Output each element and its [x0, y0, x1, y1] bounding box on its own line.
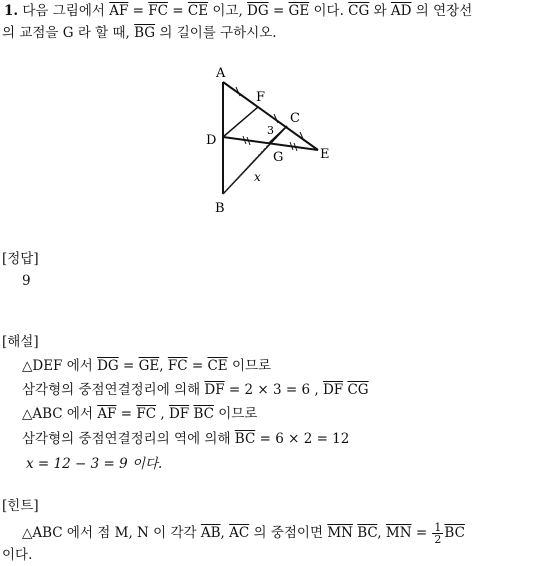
- hint-heading: [힌트]: [2, 498, 39, 514]
- segment-ge: $\overline{GE}$: [288, 3, 310, 19]
- point-label-b: B: [215, 201, 225, 216]
- segment-fc: $\overline{FC}$: [167, 358, 188, 374]
- segment-cg: $\overline{CG}$: [347, 382, 369, 398]
- fraction-denominator: 2: [434, 533, 442, 546]
- segment-line-df: [223, 107, 258, 137]
- solution-text: △ABC 에서: [22, 406, 94, 422]
- solution-heading: [해설]: [2, 334, 39, 350]
- equals: =: [172, 3, 184, 19]
- comma: ,: [159, 358, 164, 374]
- solution-line-2: [22, 381, 369, 399]
- problem-line-1: [4, 2, 472, 20]
- fraction-numerator: 1: [434, 521, 442, 534]
- length-label: 3: [267, 124, 274, 137]
- problem-text: 다음 그림에서: [22, 3, 105, 19]
- segment-df: $\overline{DF}$: [168, 406, 190, 422]
- geometry-figure: [195, 60, 345, 220]
- solution-line-3: [22, 405, 257, 423]
- problem-text: 와: [373, 3, 387, 19]
- comma: ,: [220, 525, 225, 541]
- segment-cg: $\overline{CG}$: [348, 3, 370, 19]
- hint-text: 의 중점이면: [253, 525, 324, 541]
- segment-bc: $\overline{BC}$: [193, 406, 214, 422]
- solution-line-4: [22, 430, 349, 448]
- point-label-e: E: [320, 147, 330, 162]
- expression: = 2 × 3 = 6 ,: [228, 382, 319, 398]
- problem-text: 의 길이를 구하시오.: [159, 25, 277, 41]
- solution-text: 이므로: [218, 406, 258, 422]
- segment-mn: $\overline{MN}$: [385, 525, 412, 541]
- segment-ab: $\overline{AB}$: [200, 525, 221, 541]
- equals: =: [415, 525, 428, 541]
- point-label-d: D: [206, 133, 217, 148]
- equals: =: [191, 358, 204, 374]
- segment-ge: $\overline{GE}$: [138, 358, 160, 374]
- solution-line-1: [22, 357, 271, 375]
- point-label-a: A: [216, 66, 226, 81]
- segment-fc: $\overline{FC}$: [136, 406, 157, 422]
- answer-heading: [정답]: [2, 251, 39, 267]
- fraction-one-half: [432, 522, 443, 545]
- segment-bc: $\overline{BC}$: [357, 525, 378, 541]
- segment-ac: $\overline{AC}$: [229, 525, 250, 541]
- segment-bc: $\overline{BC}$: [444, 525, 465, 541]
- answer-value: 9: [22, 273, 31, 289]
- equals: =: [272, 3, 285, 19]
- segment-df: $\overline{DF}$: [204, 382, 225, 398]
- point-label-c: C: [290, 111, 300, 126]
- unknown-label: x: [254, 170, 261, 184]
- problem-text: 이다.: [313, 3, 344, 19]
- problem-text: 의 연장선: [415, 3, 473, 19]
- segment-dg: $\overline{DG}$: [97, 358, 119, 374]
- segment-dg: $\overline{DG}$: [247, 3, 269, 19]
- segment-fc: $\overline{FC}$: [148, 3, 168, 19]
- comma: ,: [377, 525, 382, 541]
- segment-bg: $\overline{BG}$: [134, 25, 156, 41]
- problem-line-2: [2, 24, 277, 42]
- point-label-f: F: [256, 90, 266, 105]
- segment-ce: $\overline{CE}$: [207, 358, 228, 374]
- segment-af: $\overline{AF}$: [97, 406, 117, 422]
- solution-text: 삼각형의 중점연결정리의 역에 의해: [22, 431, 231, 447]
- segment-ad: $\overline{AD}$: [390, 3, 412, 19]
- problem-text: 이고,: [212, 3, 243, 19]
- solution-text: △DEF 에서: [22, 358, 93, 374]
- segment-mn: $\overline{MN}$: [327, 525, 353, 541]
- equals: =: [123, 358, 135, 374]
- solution-text: 삼각형의 중점연결정리에 의해: [22, 382, 201, 398]
- expression: = 6 × 2 = 12: [259, 431, 350, 447]
- comma: ,: [160, 406, 165, 422]
- equals: =: [132, 3, 144, 19]
- segment-line-bg: [223, 145, 268, 194]
- hint-line-1: [22, 521, 465, 545]
- segment-df: $\overline{DF}$: [322, 382, 344, 398]
- equals: =: [120, 406, 133, 422]
- segment-af: $\overline{AF}$: [109, 3, 129, 19]
- solution-line-5: x = 12 − 3 = 9 이다.: [26, 456, 163, 472]
- solution-text: 이므로: [231, 358, 272, 374]
- point-label-g: G: [273, 150, 284, 165]
- problem-text: 의 교점을 G 라 할 때,: [2, 25, 130, 41]
- hint-text: △ABC 에서 점 M, N 이 각각: [22, 525, 197, 541]
- hint-line-2: 이다.: [2, 547, 33, 563]
- problem-number: 1.: [4, 3, 19, 19]
- segment-ce: $\overline{CE}$: [187, 3, 209, 19]
- segment-bc: $\overline{BC}$: [234, 431, 256, 447]
